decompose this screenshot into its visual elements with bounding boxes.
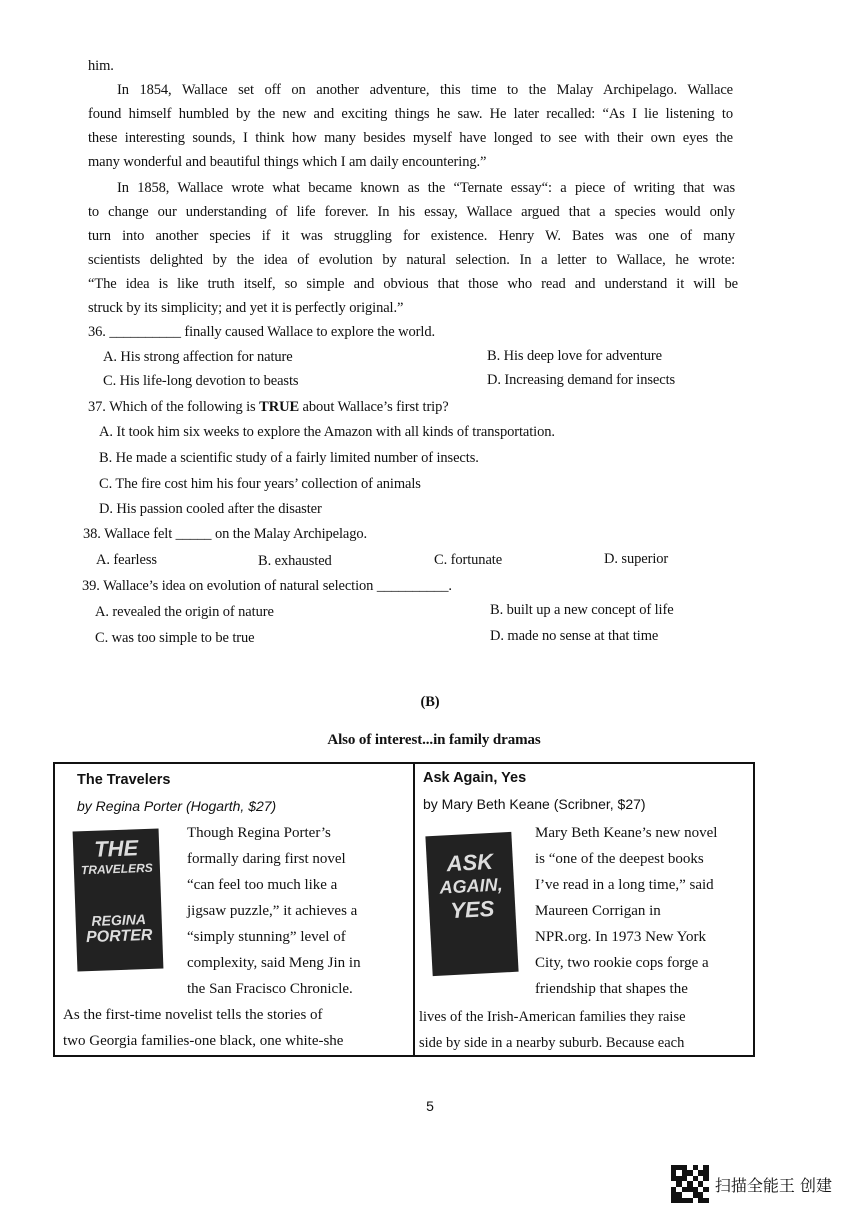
question-37-option-d[interactable]: D. His passion cooled after the disaster — [99, 501, 322, 517]
paragraph-2-line-5: “The idea is like truth itself, so simple and obvious that those who read and understand it will be — [88, 276, 738, 292]
ad-left-text-line-7: the San Fracisco Chronicle. — [187, 981, 353, 997]
question-36-option-a[interactable]: A. His strong affection for nature — [103, 349, 293, 365]
ad-left-text-line-6: complexity, said Meng Jin in — [187, 955, 361, 971]
ad-left-byline-text: by Regina Porter (Hogarth, $27) — [77, 798, 277, 814]
ad-right-text — [535, 820, 717, 1002]
book-cover-ask-again-yes — [425, 832, 518, 976]
question-39-stem: 39. Wallace’s idea on evolution of natural selection __________. — [82, 578, 452, 594]
ad-left-bottom-text — [63, 1002, 343, 1054]
ad-left-text-line-4: jigsaw puzzle,” it achieves a — [187, 903, 358, 919]
ad-right-text-line-7: friendship that shapes the — [535, 981, 688, 997]
question-36-stem: 36. __________ finally caused Wallace to explore the world. — [88, 324, 436, 340]
question-37-stem-pre: 37. Which of the following is — [88, 399, 260, 415]
question-38-option-b[interactable]: B. exhausted — [258, 553, 332, 569]
question-39-option-d[interactable]: D. made no sense at that time — [490, 628, 659, 644]
ad-right-bottom-line-1: lives of the Irish-American families they raise — [419, 1009, 686, 1025]
ad-the-travelers — [55, 764, 413, 1055]
question-36-option-d[interactable]: D. Increasing demand for insects — [487, 372, 676, 388]
page-number: 5 — [426, 1098, 434, 1114]
scanner-label: 扫描全能王 创建 — [714, 1175, 832, 1195]
cover-right-line-1: ASK — [445, 848, 494, 877]
ad-right-text-line-5: NPR.org. In 1973 New York — [535, 929, 706, 945]
question-38-option-a[interactable]: A. fearless — [96, 552, 157, 568]
ad-right-text-line-6: City, two rookie cops forge a — [535, 955, 709, 971]
cover-left-line-2: TRAVELERS — [80, 860, 154, 878]
paragraph-2-line-1: In 1858, Wallace wrote what became known as the “Ternate essay“: a piece of writing that was — [117, 180, 735, 196]
ad-right-bottom-text — [419, 1004, 686, 1056]
ad-left-text — [187, 820, 361, 1002]
ad-left-title: The Travelers — [77, 772, 171, 788]
question-37-stem-bold: TRUE — [259, 399, 300, 415]
paragraph-2-line-3: turn into another species if it was struggling for existence. Henry W. Bates was one of many — [88, 228, 735, 244]
ad-right-text-line-3: I’ve read in a long time,” said — [535, 877, 714, 893]
paragraph-1-line-3: these interesting sounds, I think how many besides myself have longed to see with their own eyes the — [88, 130, 733, 146]
question-37-option-c[interactable]: C. The fire cost him his four years’ collection of animals — [99, 476, 421, 492]
ad-right-byline: by Mary Beth Keane (Scribner, $27) — [423, 796, 646, 812]
book-ads-box — [53, 762, 755, 1057]
qr-code-icon — [671, 1165, 709, 1203]
section-heading: Also of interest...in family dramas — [327, 732, 541, 748]
question-36-option-c[interactable]: C. His life-long devotion to beasts — [103, 373, 299, 389]
ad-left-text-line-1: Though Regina Porter’s — [187, 825, 331, 841]
question-38-stem: 38. Wallace felt _____ on the Malay Archipelago. — [83, 526, 368, 542]
question-39-option-c[interactable]: C. was too simple to be true — [95, 630, 255, 646]
paragraph-1-line-4: many wonderful and beautiful things which I am daily encountering.” — [88, 154, 487, 170]
section-label: (B) — [420, 694, 440, 710]
cover-left-line-1: THE — [93, 835, 139, 862]
ad-left-bottom-line-1: As the first-time novelist tells the stories of — [63, 1007, 323, 1023]
ad-right-text-line-2: is “one of the deepest books — [535, 851, 704, 867]
ad-left-byline — [77, 798, 276, 814]
question-38-option-d[interactable]: D. superior — [604, 551, 669, 567]
question-39-option-a[interactable]: A. revealed the origin of nature — [95, 604, 274, 620]
ad-left-text-line-2: formally daring first novel — [187, 851, 346, 867]
cover-right-line-2: AGAIN, — [439, 874, 504, 898]
ad-left-bottom-line-2: two Georgia families-one black, one white-she — [63, 1033, 344, 1049]
book-cover-the-travelers — [73, 829, 164, 972]
ad-right-title: Ask Again, Yes — [423, 770, 527, 786]
question-38-option-c[interactable]: C. fortunate — [434, 552, 503, 568]
paragraph-2-line-4: scientists delighted by the idea of evolution by natural selection. In a letter to Wallace, he wrote: — [88, 252, 735, 268]
cover-left-line-4: PORTER — [85, 926, 153, 947]
passage-continuation: him. — [88, 58, 114, 74]
cover-left-line-3: REGINA — [91, 911, 147, 929]
ad-ask-again-yes — [415, 764, 755, 1055]
cover-right-line-3: YES — [449, 895, 495, 924]
paragraph-2-line-2: to change our understanding of life forever. In his essay, Wallace argued that a species would only — [88, 204, 735, 220]
scanner-watermark — [671, 1165, 832, 1203]
paragraph-2-line-6: struck by its simplicity; and yet it is perfectly original.” — [88, 300, 404, 316]
question-37-option-a[interactable]: A. It took him six weeks to explore the Amazon with all kinds of transportation. — [99, 424, 555, 440]
question-37-stem-post: about Wallace’s first trip? — [299, 399, 449, 415]
ad-right-text-line-4: Maureen Corrigan in — [535, 903, 661, 919]
ad-right-bottom-line-2: side by side in a nearby suburb. Because each — [419, 1035, 685, 1051]
ad-left-text-line-3: “can feel too much like a — [187, 877, 338, 893]
paragraph-1-line-2: found himself humbled by the new and exciting things he saw. He later recalled: “As I lie listening to — [88, 106, 733, 122]
question-37-option-b[interactable]: B. He made a scientific study of a fairly limited number of insects. — [99, 450, 479, 466]
question-36-option-b[interactable]: B. His deep love for adventure — [487, 348, 662, 364]
question-39-option-b[interactable]: B. built up a new concept of life — [490, 602, 674, 618]
question-37-stem — [88, 397, 449, 417]
paragraph-1-line-1: In 1854, Wallace set off on another adventure, this time to the Malay Archipelago. Wallace — [117, 82, 733, 98]
ad-left-text-line-5: “simply stunning” level of — [187, 929, 346, 945]
ad-right-text-line-1: Mary Beth Keane’s new novel — [535, 825, 718, 841]
